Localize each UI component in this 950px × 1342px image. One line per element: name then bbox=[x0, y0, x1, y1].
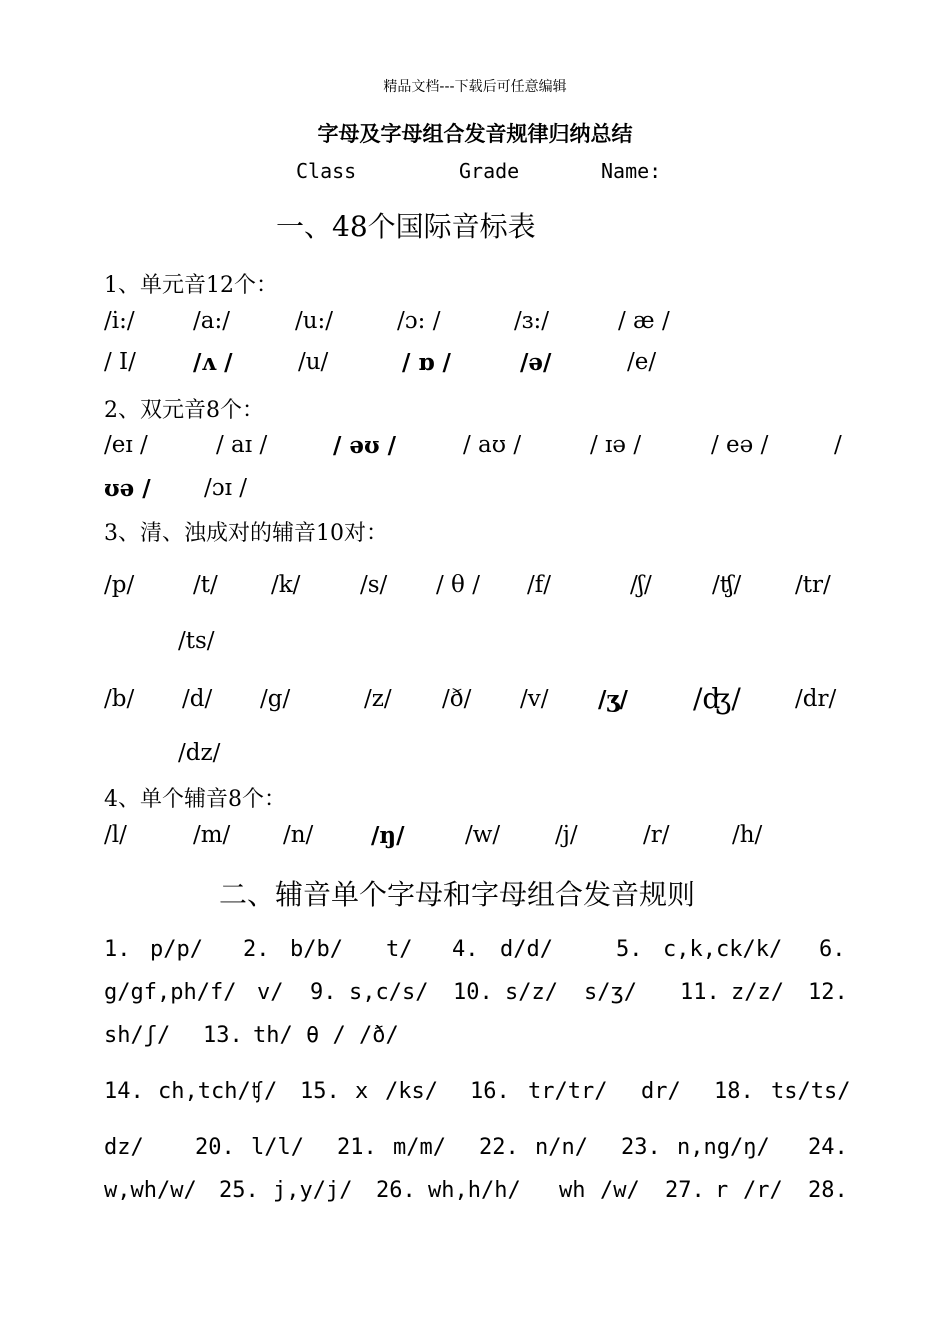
ipa-symbol: /ʒ/ bbox=[598, 686, 628, 713]
rule-item: w,wh/w/ bbox=[104, 1178, 197, 1203]
ipa-symbol: /ʧ/ bbox=[712, 572, 742, 598]
ipa-symbol: /a:/ bbox=[193, 308, 230, 334]
ipa-symbol: / ɒ / bbox=[402, 349, 451, 376]
ipa-symbol: /ɔɪ / bbox=[204, 475, 248, 501]
rule-item: s/ʒ/ bbox=[584, 980, 637, 1005]
ipa-symbol: /w/ bbox=[465, 822, 501, 848]
ipa-symbol: /z/ bbox=[364, 686, 392, 712]
rule-item: wh,h/h/ bbox=[428, 1178, 521, 1203]
ipa-symbol: /p/ bbox=[104, 572, 135, 598]
ipa-symbol: /ʃ/ bbox=[630, 572, 652, 598]
ipa-symbol: /m/ bbox=[193, 822, 231, 848]
rule-item: 18. bbox=[714, 1079, 754, 1104]
rule-item: /r/ bbox=[743, 1178, 783, 1203]
ipa-symbol: / əʊ / bbox=[333, 432, 397, 459]
voiced-consonants-row bbox=[0, 682, 950, 726]
rule-item: 23. bbox=[621, 1135, 661, 1160]
ipa-symbol: /dz/ bbox=[178, 740, 221, 766]
section1-heading: 一、48个国际音标表 bbox=[276, 210, 536, 243]
ipa-symbol: / bbox=[834, 432, 842, 458]
rule-item: 4. bbox=[452, 937, 479, 962]
rule-item: tr/tr/ bbox=[528, 1079, 608, 1104]
ipa-symbol: /r/ bbox=[643, 822, 670, 848]
ipa-symbol: /ɔ: / bbox=[397, 308, 441, 334]
rule-item: 25. bbox=[219, 1178, 259, 1203]
rule-item: 21. bbox=[337, 1135, 377, 1160]
rule-item: m/m/ bbox=[393, 1135, 446, 1160]
ipa-symbol: /d/ bbox=[182, 686, 213, 712]
ipa-symbol: / ɪə / bbox=[590, 432, 642, 458]
ipa-symbol: /ʌ / bbox=[193, 349, 233, 376]
rule-item: wh bbox=[559, 1178, 586, 1203]
ipa-symbol: /j/ bbox=[555, 822, 578, 848]
rule-item: p/p/ bbox=[150, 937, 203, 962]
rule-item: dz/ bbox=[104, 1135, 144, 1160]
ipa-symbol: /s/ bbox=[360, 572, 388, 598]
ipa-symbol: /l/ bbox=[104, 822, 127, 848]
ipa-symbol: /h/ bbox=[732, 822, 763, 848]
rules-line-1 bbox=[0, 937, 950, 977]
rule-item: 5. bbox=[616, 937, 643, 962]
ipa-symbol: /e/ bbox=[627, 349, 657, 375]
rule-item: 27. bbox=[665, 1178, 705, 1203]
class-label: Class bbox=[296, 159, 357, 183]
rule-item: 10. bbox=[453, 980, 493, 1005]
ipa-symbol: / aʊ / bbox=[463, 432, 522, 458]
rule-item: 9. bbox=[310, 980, 337, 1005]
ipa-symbol: /b/ bbox=[104, 686, 135, 712]
single-consonants-heading: 4、单个辅音8个： bbox=[104, 787, 286, 812]
rule-item: l/l/ bbox=[251, 1135, 304, 1160]
rule-item: 16. bbox=[470, 1079, 510, 1104]
ipa-symbol: /g/ bbox=[260, 686, 291, 712]
rule-item: g/gf,ph/f/ bbox=[104, 980, 237, 1005]
ipa-symbol: /ə/ bbox=[520, 349, 552, 376]
rules-line-3 bbox=[0, 1023, 950, 1063]
ipa-symbol: /ts/ bbox=[178, 628, 215, 654]
rule-item: 6. bbox=[819, 937, 846, 962]
ipa-symbol: /k/ bbox=[271, 572, 301, 598]
rule-item: b/b/ bbox=[290, 937, 343, 962]
rule-item: s/z/ bbox=[505, 980, 558, 1005]
rule-item: ts/ts/ bbox=[771, 1079, 851, 1104]
rule-item: 20. bbox=[195, 1135, 235, 1160]
rule-item: 11. bbox=[680, 980, 720, 1005]
rule-item: 2. bbox=[243, 937, 270, 962]
ipa-symbol: /n/ bbox=[283, 822, 314, 848]
paired-consonants-heading: 3、清、浊成对的辅音10对： bbox=[104, 521, 388, 546]
ipa-symbol: /ʤ/ bbox=[693, 682, 741, 715]
ipa-symbol: ʊə / bbox=[104, 475, 151, 502]
rule-item: r bbox=[715, 1178, 729, 1203]
rule-item: x bbox=[355, 1079, 369, 1104]
rule-item: 26. bbox=[376, 1178, 416, 1203]
rule-item: 24. bbox=[808, 1135, 848, 1160]
ipa-symbol: / I/ bbox=[104, 349, 136, 375]
rules-line-2 bbox=[0, 980, 950, 1020]
ipa-symbol: /dr/ bbox=[795, 686, 837, 712]
page-header: 精品文档---下载后可任意编辑 bbox=[383, 79, 567, 95]
rule-item: dr/ bbox=[641, 1079, 681, 1104]
rule-item: 13. bbox=[203, 1023, 243, 1048]
ipa-symbol: /tr/ bbox=[795, 572, 831, 598]
rule-item: n/n/ bbox=[535, 1135, 588, 1160]
ipa-symbol: / eə / bbox=[711, 432, 769, 458]
rule-item: z/z/ bbox=[731, 980, 784, 1005]
rules-line-4 bbox=[0, 1079, 950, 1119]
grade-label: Grade bbox=[459, 159, 520, 183]
rule-item: th/ θ / /ð/ bbox=[253, 1023, 399, 1048]
ipa-symbol: /ŋ/ bbox=[371, 822, 405, 849]
rule-item: 28. bbox=[808, 1178, 848, 1203]
monophthongs-row-1 bbox=[0, 308, 950, 348]
rule-item: 12. bbox=[808, 980, 848, 1005]
monophthongs-heading: 1、单元音12个： bbox=[104, 273, 278, 298]
rules-line-6 bbox=[0, 1178, 950, 1218]
diphthongs-row-1 bbox=[0, 432, 950, 472]
ipa-symbol: /i:/ bbox=[104, 308, 135, 334]
ipa-symbol: /ð/ bbox=[442, 686, 472, 712]
voiceless-consonants-row bbox=[0, 572, 950, 612]
single-consonants-row bbox=[0, 822, 950, 862]
ipa-symbol: /v/ bbox=[520, 686, 549, 712]
ipa-symbol: / æ / bbox=[618, 308, 670, 334]
rules-line-5 bbox=[0, 1135, 950, 1175]
rule-item: v/ bbox=[257, 980, 284, 1005]
monophthongs-row-2 bbox=[0, 349, 950, 389]
rule-item: /w/ bbox=[600, 1178, 640, 1203]
rule-item: d/d/ bbox=[500, 937, 553, 962]
rule-item: c,k,ck/k/ bbox=[663, 937, 783, 962]
rule-item: ch,tch/ʧ/ bbox=[158, 1079, 278, 1104]
rule-item: 15. bbox=[300, 1079, 340, 1104]
ipa-symbol: /t/ bbox=[193, 572, 218, 598]
ipa-symbol: /f/ bbox=[527, 572, 552, 598]
ipa-symbol: / aɪ / bbox=[216, 432, 268, 458]
rule-item: 22. bbox=[479, 1135, 519, 1160]
rule-item: sh/ʃ/ bbox=[104, 1023, 171, 1048]
diphthongs-row-2 bbox=[0, 475, 950, 515]
rule-item: t/ bbox=[386, 937, 413, 962]
rule-item: n,ng/ŋ/ bbox=[677, 1135, 770, 1160]
ipa-symbol: /eɪ / bbox=[104, 432, 148, 458]
ipa-symbol: /u:/ bbox=[295, 308, 334, 334]
rule-item: s,c/s/ bbox=[349, 980, 429, 1005]
name-label: Name: bbox=[601, 159, 662, 183]
ipa-symbol: /ɜ:/ bbox=[514, 308, 549, 334]
rule-item: j,y/j/ bbox=[273, 1178, 353, 1203]
ipa-symbol: /u/ bbox=[298, 349, 329, 375]
rule-item: 1. bbox=[104, 937, 131, 962]
ipa-symbol: / θ / bbox=[436, 572, 480, 598]
section2-heading: 二、辅音单个字母和字母组合发音规则 bbox=[219, 878, 696, 911]
document-title: 字母及字母组合发音规律归纳总结 bbox=[317, 121, 633, 146]
rule-item: /ks/ bbox=[385, 1079, 438, 1104]
rule-item: 14. bbox=[104, 1079, 144, 1104]
diphthongs-heading: 2、双元音8个： bbox=[104, 398, 264, 423]
